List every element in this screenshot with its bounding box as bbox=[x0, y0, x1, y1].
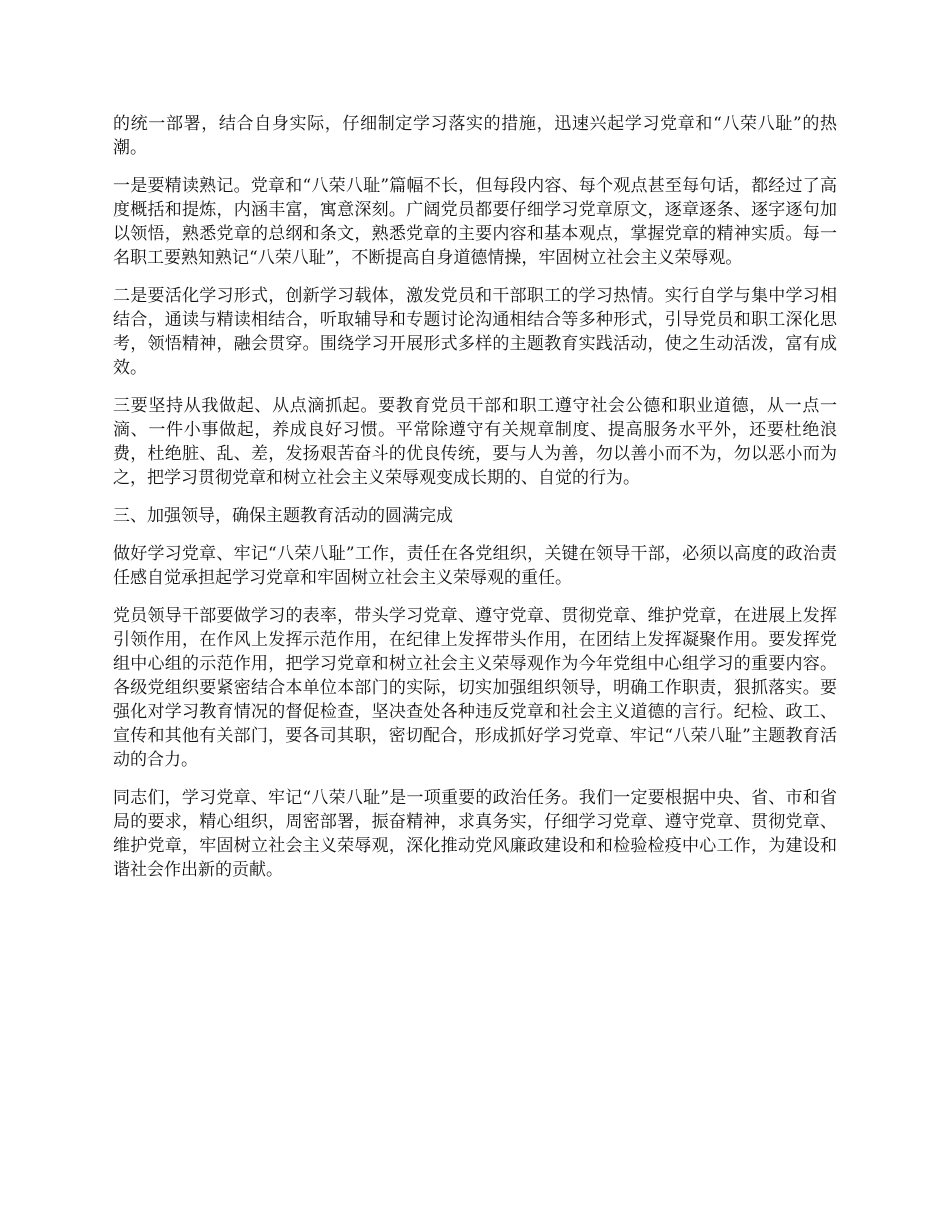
paragraph-point-two: 二是要活化学习形式，创新学习载体，激发党员和干部职工的学习热情。实行自学与集中学习相结合，通读与精读相结合，听取辅导和专题讨论沟通相结合等多种形式，引导党员和职工深化思考，领悟精神，融会贯穿。围绕学习开展形式多样的主题教育实践活动，使之生动活泼，富有成效。 bbox=[113, 286, 837, 378]
paragraph-intro-continuation: 的统一部署，结合自身实际，仔细制定学习落实的措施，迅速兴起学习党章和“八荣八耻”的热潮。 bbox=[113, 114, 837, 158]
document-body bbox=[113, 112, 837, 896]
paragraph-leadership: 党员领导干部要做学习的表率，带头学习党章、遵守党章、贯彻党章、维护党章，在进展上发挥引领作用，在作风上发挥示范作用，在纪律上发挥带头作用，在团结上发挥凝聚作用。要发挥党组中心组的示范作用，把学习党章和树立社会主义荣辱观作为今年党组中心组学习的重要内容。各级党组织要紧密结合本单位本部门的实际，切实加强组织领导，明确工作职责，狠抓落实。要强化对学习教育情况的督促检查，坚决查处各种违反党章和社会主义道德的言行。纪检、政工、宣传和其他有关部门，要各司其职，密切配合，形成抓好学习党章、牢记“八荣八耻”主题教育活动的合力。 bbox=[113, 606, 837, 770]
paragraph-responsibility: 做好学习党章、牢记“八荣八耻”工作，责任在各党组织，关键在领导干部，必须以高度的政治责任感自觉承担起学习党章和牢固树立社会主义荣辱观的重任。 bbox=[113, 544, 837, 588]
paragraph-point-three: 三要坚持从我做起、从点滴抓起。要教育党员干部和职工遵守社会公德和职业道德，从一点一滴、一件小事做起，养成良好习惯。平常除遵守有关规章制度、提高服务水平外，还要杜绝浪费，杜绝脏、乱、差，发扬艰苦奋斗的优良传统，要与人为善，勿以善小而不为，勿以恶小而为之，把学习贯彻党章和树立社会主义荣辱观变成长期的、自觉的行为。 bbox=[113, 396, 837, 488]
paragraph-point-one: 一是要精读熟记。党章和“八荣八耻”篇幅不长，但每段内容、每个观点甚至每句话，都经过了高度概括和提炼，内涵丰富，寓意深刻。广阔党员都要仔细学习党章原文，逐章逐条、逐字逐句加以领悟，熟悉党章的总纲和条文，熟悉党章的主要内容和基本观点，掌握党章的精神实质。每一名职工要熟知熟记“八荣八耻”，不断提高自身道德情操，牢固树立社会主义荣辱观。 bbox=[113, 176, 837, 268]
section-heading: 三、加强领导，确保主题教育活动的圆满完成 bbox=[113, 506, 453, 526]
paragraph-closing: 同志们，学习党章、牢记“八荣八耻”是一项重要的政治任务。我们一定要根据中央、省、市和省局的要求，精心组织，周密部署，振奋精神，求真务实，仔细学习党章、遵守党章、贯彻党章、维护党章，牢固树立社会主义荣辱观，深化推动党风廉政建设和和检验检疫中心工作，为建设和谐社会作出新的贡献。 bbox=[113, 788, 837, 880]
